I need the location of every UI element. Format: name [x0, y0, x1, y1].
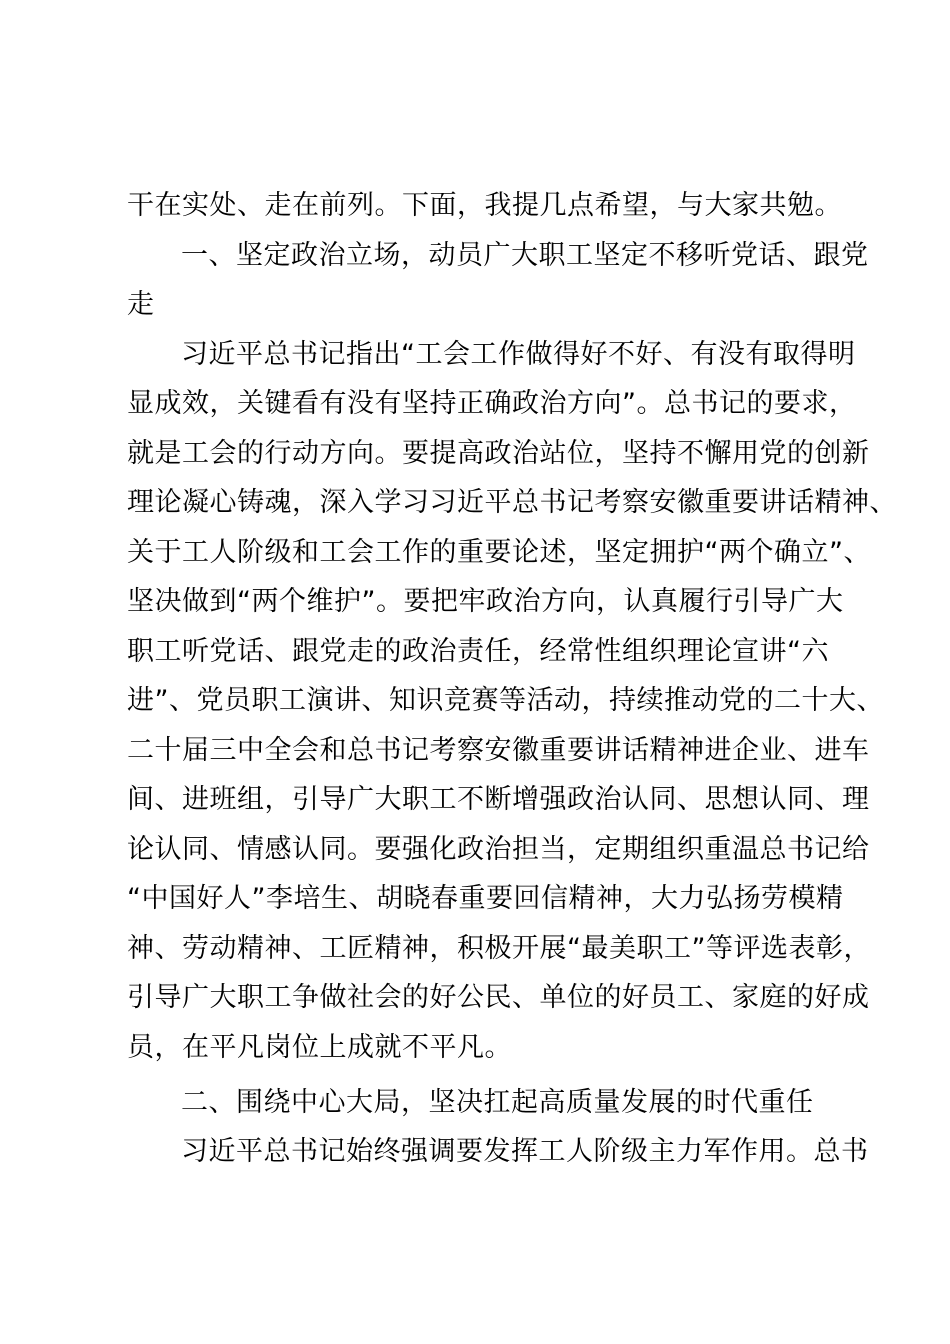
paragraph-line: 职工听党话、跟党走的政治责任，经常性组织理论宣讲“六: [127, 636, 829, 667]
paragraph-line: 理论凝心铸魂，深入学习习近平总书记考察安徽重要讲话精神、: [127, 487, 897, 518]
paragraph-line: 干在实处、走在前列。下面，我提几点希望，与大家共勉。: [127, 190, 842, 221]
section-heading-1-continued: 走: [127, 289, 155, 320]
paragraph-line: 论认同、情感认同。要强化政治担当，定期组织重温总书记给: [127, 834, 870, 865]
paragraph-line: 显成效，关键看有没有坚持正确政治方向”。总书记的要求，: [127, 388, 857, 419]
section-heading-1: 一、坚定政治立场，动员广大职工坚定不移听党话、跟党: [181, 240, 869, 271]
paragraph-line: 进”、党员职工演讲、知识竞赛等活动，持续推动党的二十大、: [127, 685, 884, 716]
paragraph-line: 二十届三中全会和总书记考察安徽重要讲话精神进企业、进车: [127, 735, 870, 766]
paragraph-line: 神、劳动精神、工匠精神，积极开展“最美职工”等评选表彰，: [127, 933, 871, 964]
section-heading-2: 二、围绕中心大局，坚决扛起高质量发展的时代重任: [181, 1087, 814, 1118]
paragraph-line: “中国好人”李培生、胡晓春重要回信精神，大力弘扬劳模精: [127, 883, 844, 914]
paragraph-line: 间、进班组，引导广大职工不断增强政治认同、思想认同、理: [127, 784, 870, 815]
paragraph-line: 习近平总书记指出“工会工作做得好不好、有没有取得明: [181, 339, 856, 370]
paragraph-line: 坚决做到“两个维护”。要把牢政治方向，认真履行引导广大: [127, 586, 844, 617]
paragraph-line: 就是工会的行动方向。要提高政治站位，坚持不懈用党的创新: [127, 438, 870, 469]
paragraph-line: 习近平总书记始终强调要发挥工人阶级主力军作用。总书: [181, 1136, 869, 1167]
paragraph-line: 引导广大职工争做社会的好公民、单位的好员工、家庭的好成: [127, 982, 870, 1013]
paragraph-line: 关于工人阶级和工会工作的重要论述，坚定拥护“两个确立”、: [127, 537, 871, 568]
paragraph-line: 员，在平凡岗位上成就不平凡。: [127, 1032, 512, 1063]
